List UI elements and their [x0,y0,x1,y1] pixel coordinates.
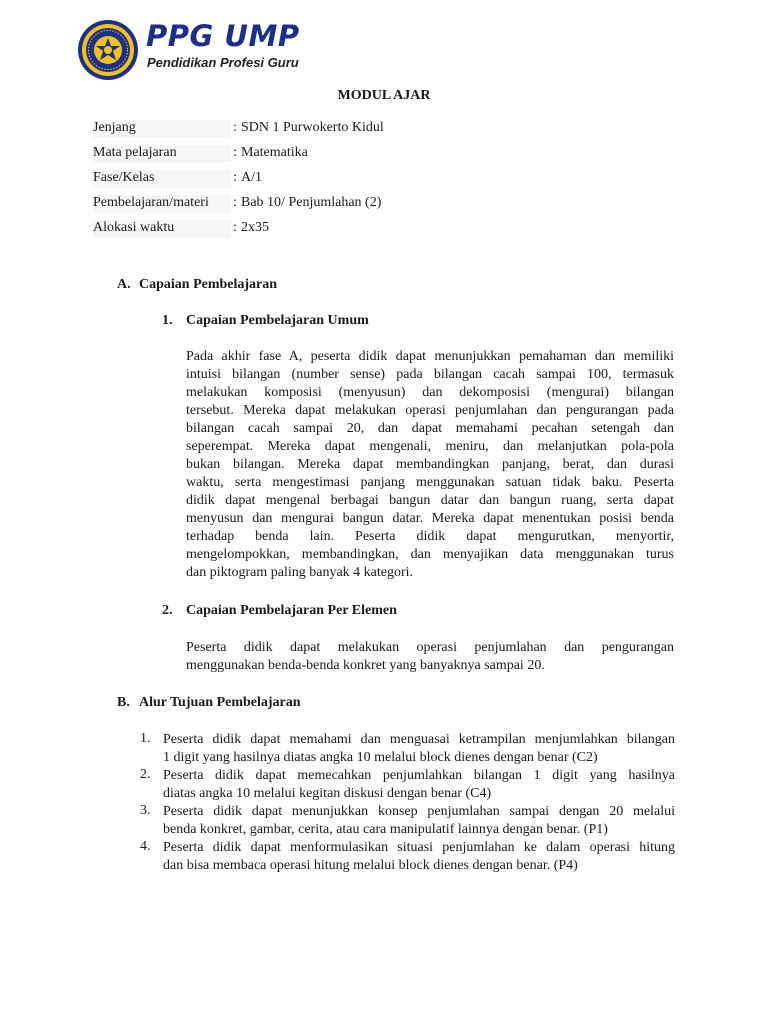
info-row-alokasi-waktu [93,218,693,240]
info-value: SDN 1 Purwokerto Kidul [241,120,384,135]
section-letter: B. [117,695,130,710]
list-item-line: benda konkret, gambar, cerita, atau cara manipulatif lainnya dengan benar. (P1) [163,822,608,837]
paragraph-line: menyusun dan mengurai bangun datar. Mereka dapat menentukan posisi benda [186,511,674,526]
list-item-line: Peserta didik dapat menformulasikan situasi penjumlahan ke dalam operasi hitung [163,840,675,855]
paragraph-line: Pada akhir fase A, peserta didik dapat menunjukkan pemahaman dan memiliki [186,349,674,364]
info-colon: : [233,220,237,235]
paragraph-line: terhadap benda lain. Peserta didik dapat mengurutkan, menyortir, [186,529,674,544]
paragraph-line: bilangan cacah sampai 20, dan dapat memahami pecahan setengah dan [186,421,674,436]
paragraph-line: mengelompokkan, membandingkan, dan menyajikan data menggunakan turus [186,547,674,562]
list-item-line: Peserta didik dapat memecahkan penjumlahkan bilangan 1 digit yang hasilnya [163,768,675,783]
info-value: 2x35 [241,220,269,235]
paragraph-line: waktu, serta mengestimasi panjang menggunakan satuan tidak baku. Peserta [186,475,674,490]
info-colon: : [233,170,237,185]
info-label: Fase/Kelas [93,170,155,185]
section-title: Capaian Pembelajaran [139,277,278,292]
paragraph-line: Peserta didik dapat melakukan operasi penjumlahan dan pengurangan [186,640,674,655]
subsection-title: Capaian Pembelajaran Per Elemen [186,603,397,618]
list-item-number: 3. [140,803,151,818]
info-colon: : [233,145,237,160]
subsection-number: 1. [162,313,173,328]
info-label: Alokasi waktu [93,220,175,235]
list-item-number: 4. [140,839,151,854]
brand-title: PPG UMP [146,19,300,53]
section-letter: A. [117,277,131,292]
info-row-jenjang [93,118,693,140]
list-item-number: 1. [140,731,151,746]
university-seal-icon [77,19,139,81]
paragraph-capaian-elemen [186,639,674,675]
paragraph-line: melakukan komposisi (menyusun) dan dekomposisi (mengurai) bilangan [186,385,674,400]
paragraph-line: intuisi bilangan (number sense) pada bilangan cacah sampai 100, termasuk [186,367,674,382]
info-row-fase-kelas [93,168,693,190]
info-label: Mata pelajaran [93,145,177,160]
paragraph-capaian-umum [186,348,674,582]
section-title: Alur Tujuan Pembelajaran [139,695,301,710]
info-row-pembelajaran-materi [93,193,693,215]
paragraph-line: didik dapat mengenal berbagai bangun datar dan bangun ruang, serta dapat [186,493,674,508]
list-item-line: diatas angka 10 melalui kegitan diskusi dengan benar (C4) [163,786,492,801]
paragraph-line: menggunakan benda-benda konkret yang banyaknya sampai 20. [186,658,545,673]
info-colon: : [233,120,237,135]
list-item-line: Peserta didik dapat memahami dan menguasai ketrampilan menjumlahkan bilangan [163,732,675,747]
subsection-number: 2. [162,603,173,618]
page-title: MODUL AJAR [337,88,431,103]
info-value: A/1 [241,170,262,185]
list-item-number: 2. [140,767,151,782]
brand-subtitle: Pendidikan Profesi Guru [147,55,299,70]
info-value: Matematika [241,145,308,160]
list-item-line: dan bisa membaca operasi hitung melalui block dienes dengan benar. (P4) [163,858,578,873]
info-label: Jenjang [93,120,136,135]
paragraph-line: seperempat. Mereka dapat mengenali, meniru, dan melanjutkan pola-pola [186,439,674,454]
paragraph-line: dan piktogram paling banyak 4 kategori. [186,565,414,580]
subsection-title: Capaian Pembelajaran Umum [186,313,369,328]
paragraph-line: tersebut. Mereka dapat melakukan operasi penjumlahan dan pengurangan pada [186,403,674,418]
info-label: Pembelajaran/materi [93,195,209,210]
info-value: Bab 10/ Penjumlahan (2) [241,195,382,210]
info-row-mata-pelajaran [93,143,693,165]
info-colon: : [233,195,237,210]
paragraph-line: bukan bilangan. Mereka dapat membandingkan panjang, berat, dan durasi [186,457,674,472]
list-item-line: Peserta didik dapat menunjukkan konsep penjumlahan sampai dengan 20 melalui [163,804,675,819]
list-item-line: 1 digit yang hasilnya diatas angka 10 melalui block dienes dengan benar (C2) [163,750,598,765]
